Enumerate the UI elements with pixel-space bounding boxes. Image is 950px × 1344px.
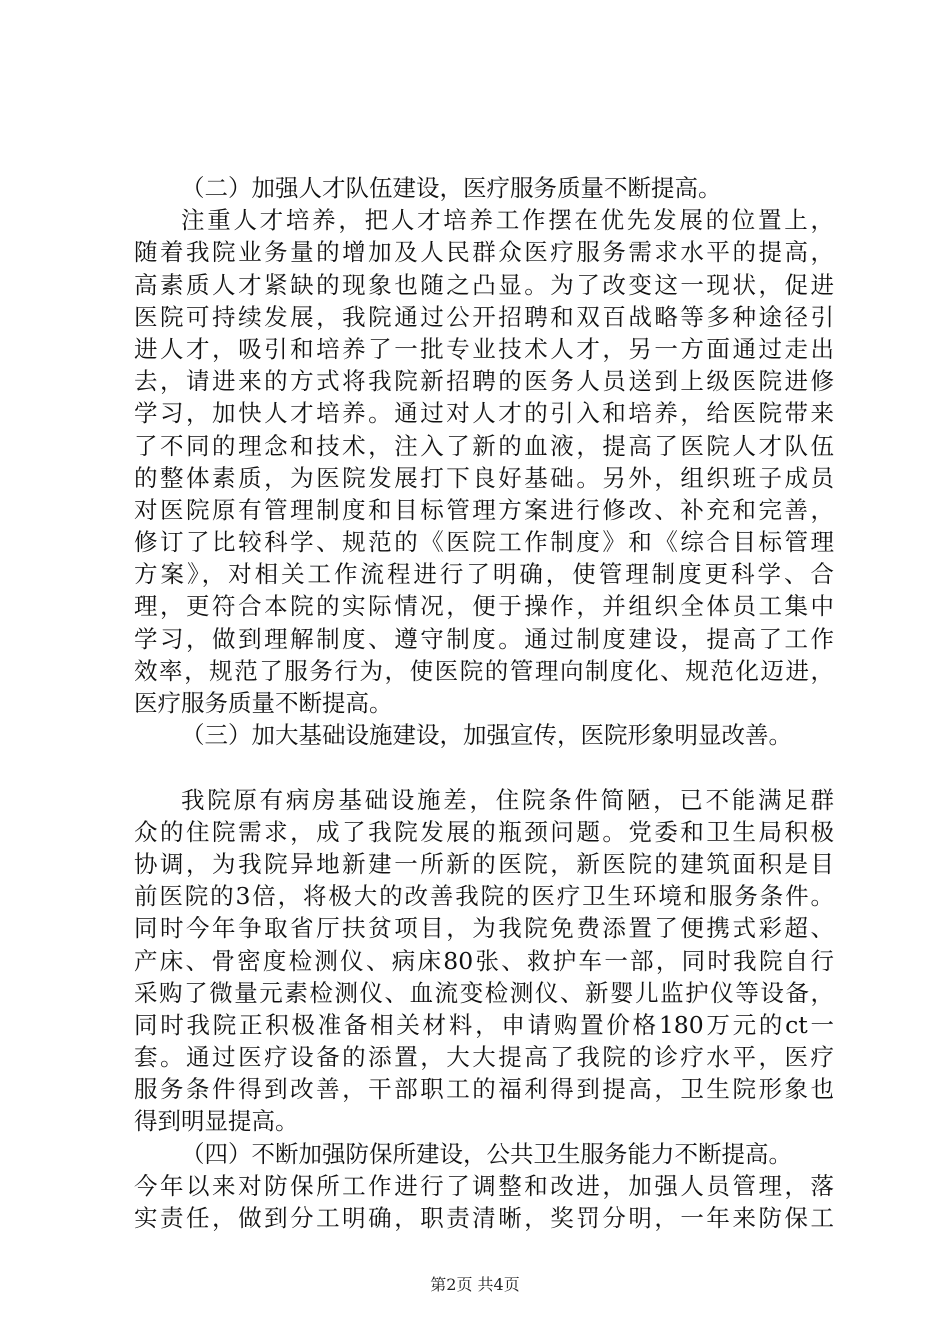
section-2-line: 高素质人才紧缺的现象也随之凸显。为了改变这一现状，促进 — [134, 270, 834, 299]
section-3-line: 采购了微量元素检测仪、血流变检测仪、新婴儿监护仪等设备， — [134, 978, 834, 1007]
section-3-line: 套。通过医疗设备的添置，大大提高了我院的诊疗水平，医疗 — [134, 1043, 834, 1072]
section-2-heading: （二）加强人才队伍建设，医疗服务质量不断提高。 — [181, 174, 722, 202]
section-4-line: 今年以来对防保所工作进行了调整和改进，加强人员管理，落 — [134, 1171, 834, 1200]
section-3-line: 协调，为我院异地新建一所新的医院，新医院的建筑面积是目 — [134, 849, 834, 878]
section-2-line: 注重人才培养，把人才培养工作摆在优先发展的位置上， — [181, 206, 834, 235]
section-2-line: 对医院原有管理制度和目标管理方案进行修改、补充和完善， — [134, 495, 834, 524]
blank-line — [134, 751, 834, 783]
page-number: 第2页 共4页 — [430, 1275, 520, 1294]
section-4-line: 实责任，做到分工明确，职责清晰，奖罚分明，一年来防保工 — [134, 1204, 834, 1232]
section-2-line: 医疗服务质量不断提高。 — [134, 689, 393, 717]
section-2-line: 医院可持续发展，我院通过公开招聘和双百战略等多种途径引 — [134, 302, 834, 331]
section-3-line: 得到明显提高。 — [134, 1107, 299, 1136]
section-3-line: 我院原有病房基础设施差，住院条件简陋，已不能满足群 — [181, 785, 834, 814]
section-3-line: 同时今年争取省厅扶贫项目，为我院免费添置了便携式彩超、 — [134, 914, 834, 943]
section-2-line: 随着我院业务量的增加及人民群众医疗服务需求水平的提高， — [134, 238, 834, 267]
section-3-line: 服务条件得到改善，干部职工的福利得到提高，卫生院形象也 — [134, 1075, 834, 1104]
section-3-line: 同时我院正积极准备相关材料，申请购置价格180万元的ct一 — [134, 1010, 834, 1039]
section-3-line: 产床、骨密度检测仪、病床80张、救护车一部，同时我院自行 — [134, 946, 834, 975]
section-2-line: 了不同的理念和技术，注入了新的血液，提高了医院人才队伍 — [134, 431, 834, 460]
section-4-heading: （四）不断加强防保所建设，公共卫生服务能力不断提高。 — [181, 1139, 792, 1168]
section-2-line: 学习，做到理解制度、遵守制度。通过制度建设，提高了工作 — [134, 624, 834, 653]
section-3-line: 众的住院需求，成了我院发展的瓶颈问题。党委和卫生局积极 — [134, 817, 834, 846]
section-2-line: 去，请进来的方式将我院新招聘的医务人员送到上级医院进修 — [134, 367, 834, 396]
section-2-line: 方案》，对相关工作流程进行了明确，使管理制度更科学、合 — [134, 560, 834, 589]
section-2-line: 学习，加快人才培养。通过对人才的引入和培养，给医院带来 — [134, 399, 834, 428]
section-3-line: 前医院的3倍，将极大的改善我院的医疗卫生环境和服务条件。 — [134, 882, 834, 911]
section-2-line: 进人才，吸引和培养了一批专业技术人才，另一方面通过走出 — [134, 334, 834, 363]
section-2-line: 的整体素质，为医院发展打下良好基础。另外，组织班子成员 — [134, 463, 834, 492]
section-2-line: 修订了比较科学、规范的《医院工作制度》和《综合目标管理 — [134, 528, 834, 557]
document-body — [134, 172, 834, 1234]
section-2-line: 效率，规范了服务行为，使医院的管理向制度化、规范化迈进， — [134, 656, 834, 685]
section-3-heading: （三）加大基础设施建设，加强宣传，医院形象明显改善。 — [181, 721, 792, 750]
section-2-line: 理，更符合本院的实际情况，便于操作，并组织全体员工集中 — [134, 592, 834, 621]
